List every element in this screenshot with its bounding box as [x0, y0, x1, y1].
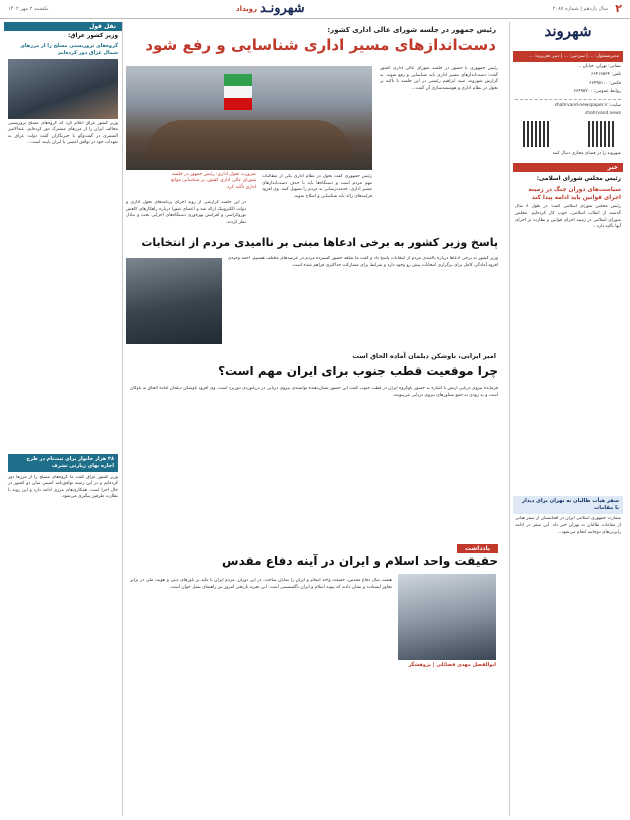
- top-strip: [0, 0, 630, 19]
- article-body: در این جلسه گزارشی از روند اجرای برنامه‌های تحول اداری و دولت الکترونیک ارائه شد و اعضای شورا درباره راهکارهای کاهش بوروکراسی و افزایش بهره‌وری دستگاه‌های اجرایی بحث و تبادل نظر کردند.: [126, 200, 246, 225]
- flag-icon: [224, 74, 252, 110]
- conference-table: [146, 120, 352, 160]
- left-column: [4, 22, 123, 816]
- meeting-photo: [126, 66, 372, 170]
- divider: [515, 99, 621, 100]
- main-area: [126, 22, 502, 816]
- author-photo: [398, 574, 496, 660]
- quote-headline: وزیر کشور عراق:: [67, 33, 118, 39]
- photo-caption: ضرورت تحول اداری: رئیس جمهور در جلسه شورای عالی اداری کشور، بر شناسایی موانع اداری تأکید کرد.: [171, 172, 256, 190]
- issue-date: یکشنبه ۲ مهر ۱۴۰۲: [8, 6, 49, 12]
- news-body: رئیس مجلس شورای اسلامی گفت: در طول ۸ سال گذشته از انقلاب اسلامی، خوب کار کرده‌ایم. مجلس شورای اسلامی در زمینه اجرای قوانین و نظارت بر اجرای آنها تأکید دارد...: [515, 204, 621, 230]
- article-body: رئیس جمهوری گفت تحول در نظام اداری یکی از مطالبات مهم مردم است و دستگاه‌ها باید با حذف دست‌اندازهای مسیر اداری، خدمت‌رسانی به مردم را تسهیل کنند. وی افزود فرایندهای زائد باید شناسایی و اصلاح شوند.: [262, 174, 372, 199]
- contact-line: روابط عمومی: ۶۶۴۹۵۲۰۰: [573, 89, 621, 95]
- quote-body: وزیر کشور عراق اعلام کرد که گروه‌های مسلح تروریستی مخالف ایران را از مرزهای مشترک دور کرده‌ایم. عبدالامیر الشمری در گفت‌وگو با خبرنگاران گفت دولت عراق به تعهدات خود در توافق امنیتی با ایران پایبند است...: [8, 120, 118, 146]
- section-tag: رویداد: [236, 5, 258, 13]
- headline-kicker: امیر ایرانی، ناوشکن دیلمان آماده الحاق است: [352, 352, 496, 360]
- article-headline: پاسخ وزیر کشور به برخی ادعاها مبنی بر ناامیدی مردم از انتخابات: [141, 236, 498, 249]
- news-body: وزیر کشور عراق گفت ما گروه‌های مسلح را از مرزها دور کرده‌ایم و در این زمینه توافق‌نامه امنیتی میان دو کشور در حال اجرا است. همکاری‌های مرزی ادامه دارد و این روند با نظارت طرفین پیگیری می‌شود.: [8, 474, 118, 500]
- news-box-title: ۳۸ هزار خانوار برای ثبت‌نام در طرح اجاره بهای زیارتی تشرف: [8, 454, 118, 472]
- main-headline: دست‌اندازهای مسیر اداری شناسایی و رفع شود: [145, 36, 496, 54]
- section-label: خبر: [513, 163, 623, 172]
- staff-box: مدیرمسئول: ... | سردبیر: ... | دبیر تحریریه: ...: [513, 51, 623, 62]
- contact-line: نشانی: تهران، خیابان ...: [577, 64, 621, 69]
- article-body: هشت سال دفاع مقدس، حقیقت واحد اسلام و ایران را نمایان ساخت. در این دوران، مردم ایران با تکیه بر باورهای دینی و هویت ملی در برابر تجاوز ایستادند و نشان دادند که پیوند اسلام و ایران ناگسستنی است. این تجربه تاریخی امروز نیز راهنمای نسل جوان است.: [130, 578, 392, 590]
- page-number: ۲: [615, 2, 622, 15]
- qr-code-icon[interactable]: [588, 121, 614, 147]
- newspaper-logo: شهروند: [544, 22, 592, 40]
- headline-kicker: رئیس جمهور در جلسه شورای عالی اداری کشور:: [327, 26, 496, 34]
- website-link[interactable]: سایت: shahrvand-newspaper.ir: [554, 102, 621, 108]
- quote-subheadline: گروه‌های تروریستی مسلح را از مرزهای شمال عراق دور کرده‌ایم: [20, 42, 118, 56]
- news-subheadline: سیاست‌های دوران جنگ در زمینه اجرای قوانین باید ادامه پیدا کند: [528, 187, 621, 201]
- lead-text: رئیس جمهوری با حضور در جلسه شورای عالی اداری کشور گفت: دست‌اندازهای مسیر اداری باید شناسایی و رفع شوند. به گزارش شهروند، سید ابراهیم رئیسی در این جلسه با تأکید بر تحول در نظام اداری و هوشمندسازی آن گفت...: [380, 66, 498, 91]
- qr-code-icon[interactable]: [523, 121, 549, 147]
- right-column: [509, 22, 626, 816]
- portrait-photo: [8, 59, 118, 119]
- news-headline: رئیس مجلس شورای اسلامی:: [536, 175, 621, 182]
- contact-line: تلفن: ۶۶۴۱۳۵۳۴: [591, 72, 621, 78]
- article-body: وزیر کشور به برخی ادعاها درباره ناامیدی مردم از انتخابات پاسخ داد و گفت ما شاهد حضور گسترده مردم در عرصه‌های مختلف هستیم. احمد وحیدی افزود آمادگی کامل برای برگزاری انتخابات پیش رو وجود دارد و شرایط برای مشارکت حداکثری فراهم شده است.: [228, 256, 498, 268]
- website-link[interactable]: shahrvand.news: [585, 111, 621, 117]
- article-headline: حقیقت واحد اسلام و ایران در آینه دفاع مقدس: [222, 554, 498, 568]
- minister-photo: [126, 258, 222, 344]
- author-byline: ابوالفضل مهدی فضائلی | پژوهشگر: [408, 662, 496, 668]
- section-label: یادداشت: [457, 544, 498, 553]
- section-label: نقل قول: [4, 22, 122, 31]
- social-note: شهروند را در فضای مجازی دنبال کنید: [552, 151, 621, 157]
- qr-codes: [510, 118, 626, 150]
- masthead-logo: شهرونـد: [260, 1, 305, 16]
- issue-info: سال یازدهم | شماره ۲۰۸۷: [552, 6, 608, 12]
- news-body: سفارت جمهوری اسلامی ایران در افغانستان از سفر هیأتی از مقامات طالبان به تهران خبر داد. این سفر در ادامه رایزنی‌های دوجانبه انجام می‌شود...: [515, 516, 621, 535]
- article-headline: چرا موقعیت قطب جنوب برای ایران مهم است؟: [218, 364, 498, 378]
- contact-line: فکس: ۶۶۴۹۵۱۰۰: [589, 80, 621, 86]
- article-body: فرمانده نیروی دریایی ارتش با اشاره به حضور ناوگروه ایران در قطب جنوب گفت این حضور نشان‌دهنده توانمندی نیروی دریایی در دریانوردی دوربرد است. وی افزود ناوشکن دیلمان آماده الحاق به ناوگان است و به زودی به جمع شناورهای نیروی دریایی می‌پیوندد.: [130, 386, 498, 398]
- news-box-title: سفر هیأت طالبان به تهران برای دیدار با مقامات: [513, 496, 623, 514]
